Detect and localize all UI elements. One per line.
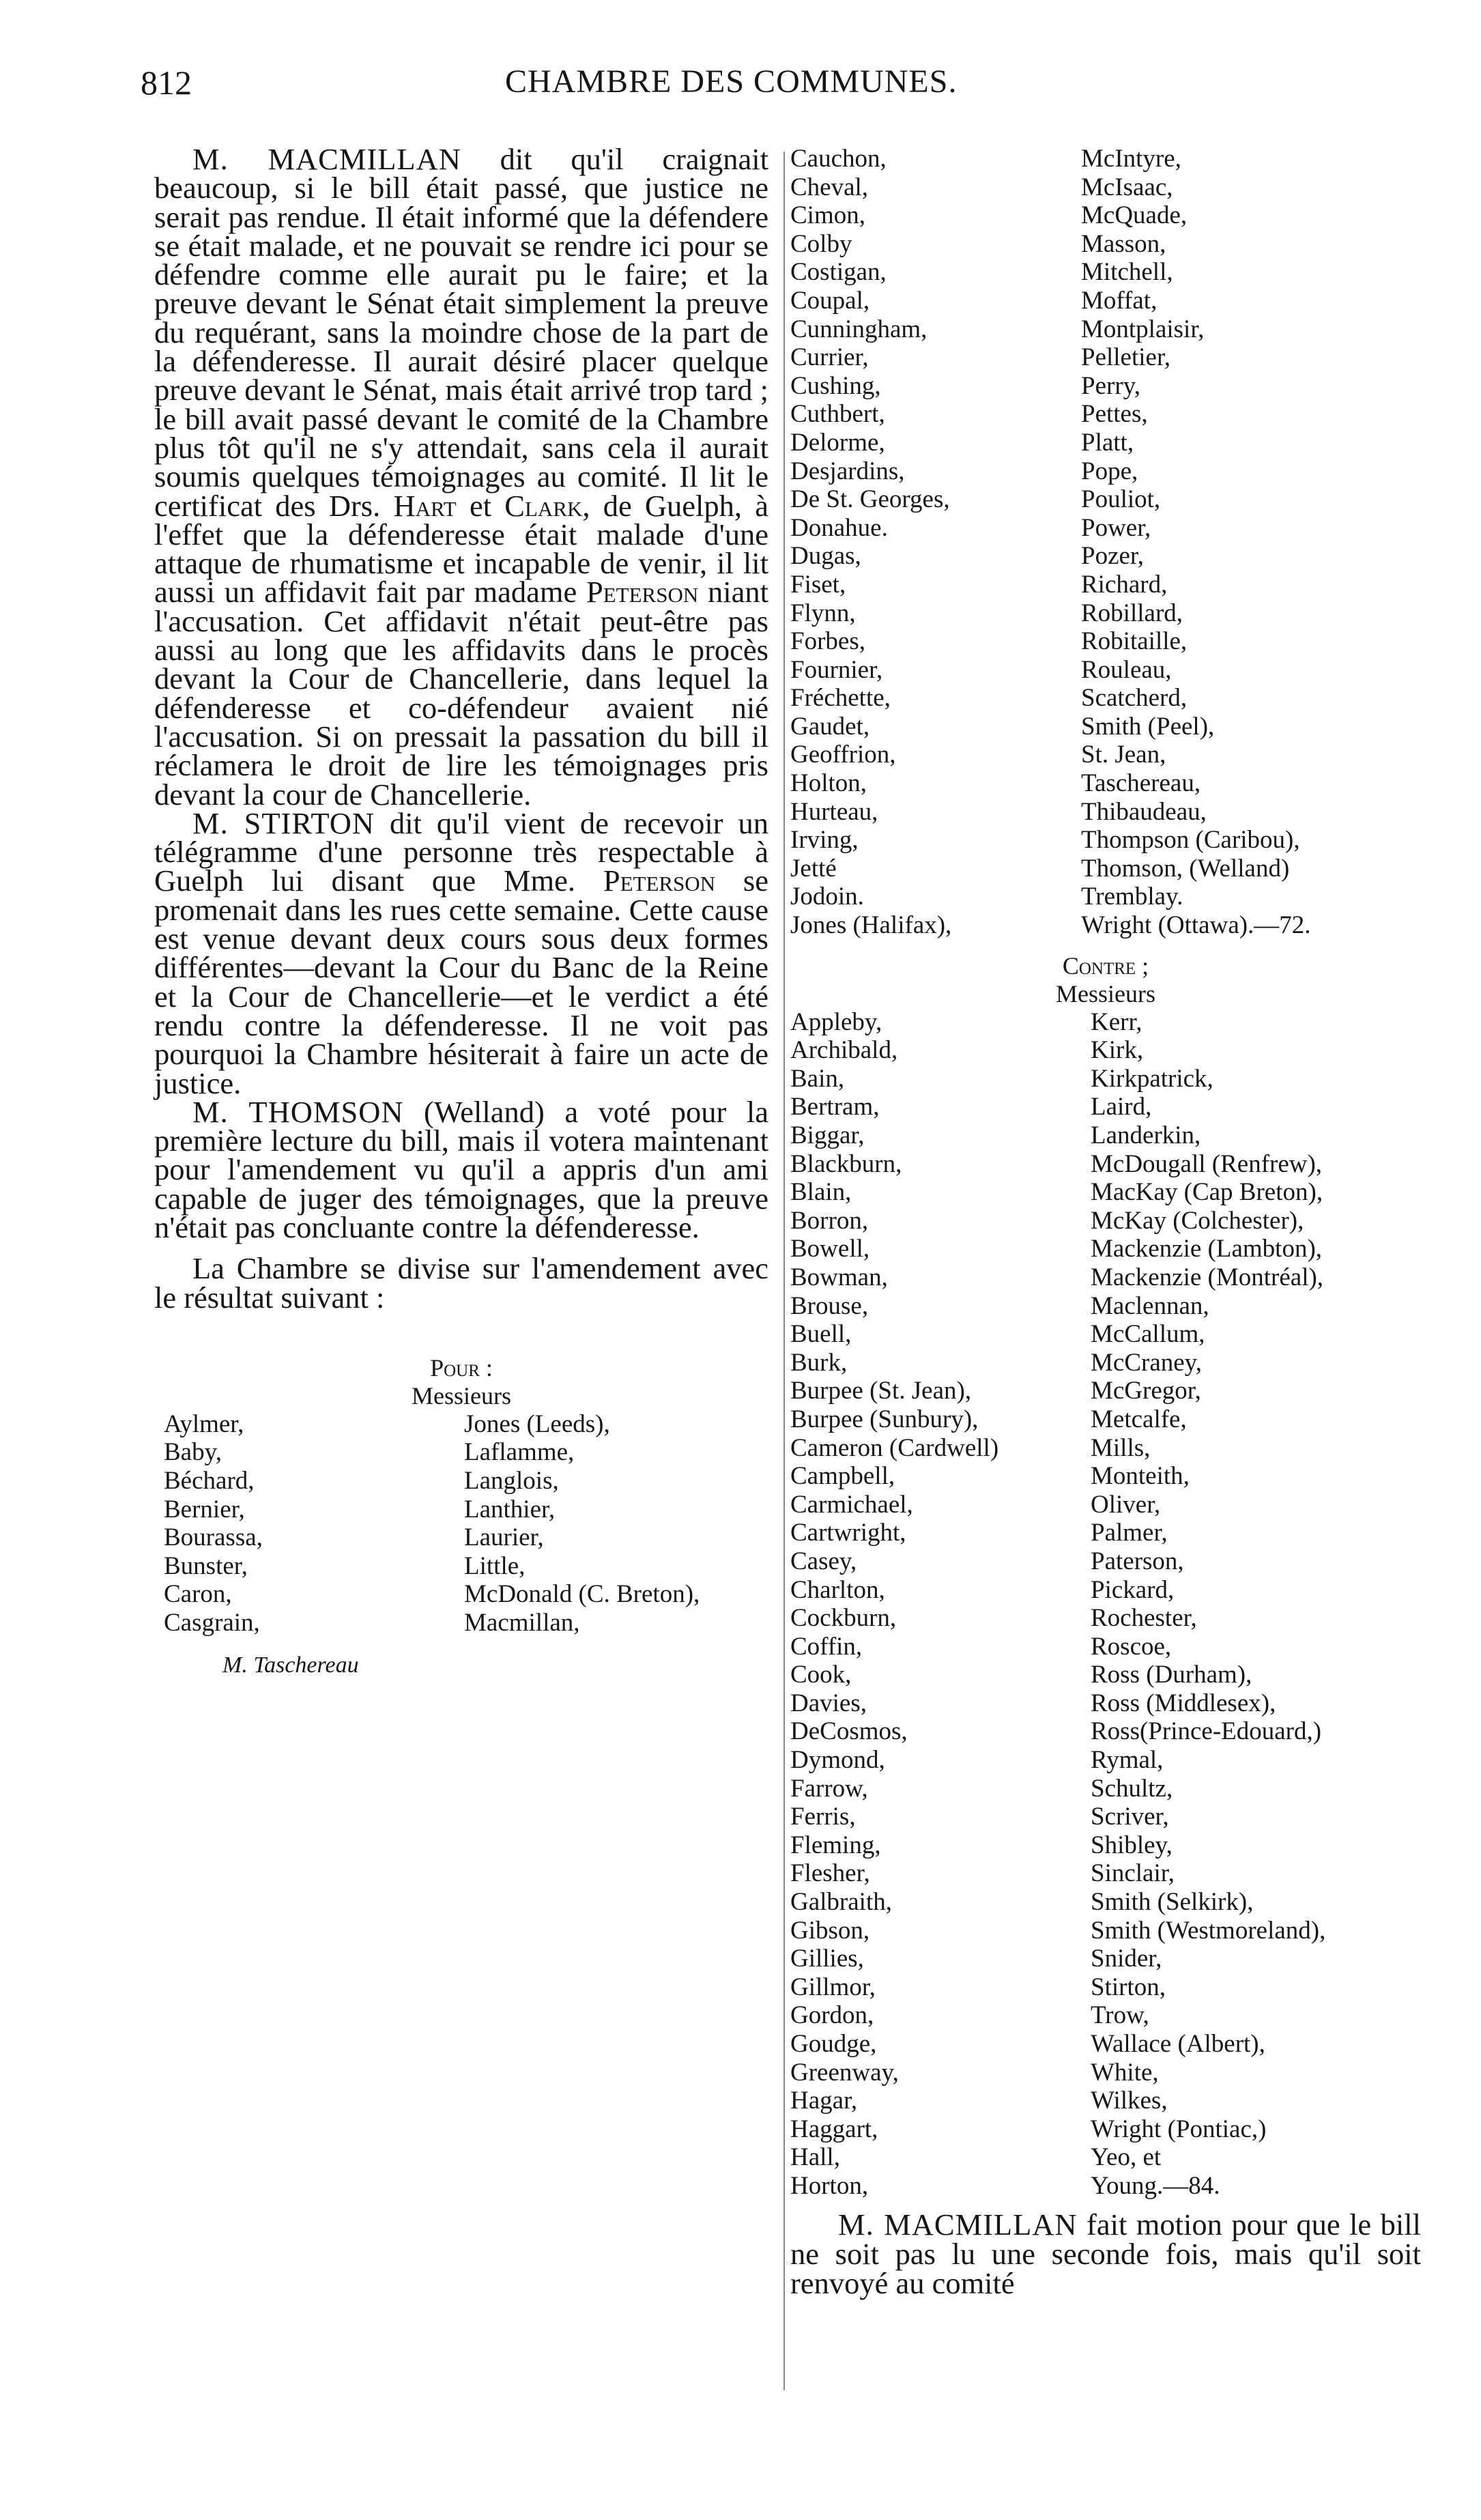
- member-name: Thomson, (Welland): [1081, 854, 1290, 883]
- member-name: Thompson (Caribou),: [1081, 826, 1300, 855]
- member-name: Hagar,: [790, 2087, 858, 2115]
- member-name: Hall,: [790, 2143, 840, 2172]
- name-small-caps: Peterson: [586, 575, 699, 610]
- member-name: Platt,: [1081, 428, 1134, 457]
- member-name: Kirk,: [1091, 1036, 1144, 1065]
- speaker-name: M. MACMILLAN: [192, 142, 461, 176]
- member-name: McCallum,: [1091, 1320, 1205, 1349]
- member-name: Coupal,: [790, 286, 870, 315]
- paragraph-stirton: [154, 805, 768, 1100]
- member-name: Rochester,: [1091, 1604, 1197, 1633]
- member-name: Irving,: [790, 826, 859, 855]
- member-name: Tremblay.: [1081, 883, 1183, 911]
- member-name: Robitaille,: [1081, 627, 1188, 656]
- member-name: Caron,: [164, 1580, 232, 1609]
- member-name: Laflamme,: [464, 1438, 575, 1467]
- member-name: Borron,: [790, 1206, 869, 1235]
- member-name: Pettes,: [1081, 400, 1148, 429]
- member-name: Ross (Durham),: [1091, 1661, 1252, 1689]
- member-name: Cunningham,: [790, 315, 928, 343]
- member-name: Blain,: [790, 1178, 852, 1207]
- member-name: Robillard,: [1081, 599, 1183, 627]
- member-name: Burpee (Sunbury),: [790, 1405, 979, 1433]
- paragraph-text: (Welland) a voté pour la première lecture du bill, mais il votera maintenant pour l'amendement vu qu'il a appris d'un ami capable de juger des témoignages, que la preuve n'était pas concluante contre la défenderesse.: [154, 1094, 768, 1244]
- paragraph-text: , de Guelph, à l'effet que la défenderesse était malade d'une attaque de rhumatisme et incapable de venir, il lit aussi un affidavit fait par madame: [154, 488, 768, 610]
- member-name: McDonald (C. Breton),: [464, 1580, 700, 1609]
- member-name: Pickard,: [1091, 1575, 1175, 1604]
- member-name: McQuade,: [1081, 201, 1188, 230]
- name-small-caps: Peterson: [603, 863, 716, 898]
- messieurs-label: Messieurs: [1056, 979, 1155, 1007]
- paragraph-macmillan: [154, 142, 768, 812]
- member-name: Biggar,: [790, 1121, 865, 1149]
- member-name: Haggart,: [790, 2115, 878, 2143]
- member-name: Rouleau,: [1081, 655, 1172, 684]
- member-name: McIsaac,: [1081, 173, 1173, 201]
- contre-heading: Contre ;: [1062, 951, 1149, 979]
- member-name: Burpee (St. Jean),: [790, 1377, 972, 1405]
- member-name: Cauchon,: [790, 145, 887, 173]
- member-name: Thibaudeau,: [1081, 797, 1207, 826]
- member-name: Snider,: [1091, 1945, 1162, 1973]
- member-name: Moffat,: [1081, 286, 1158, 315]
- member-name: Pozer,: [1081, 542, 1145, 571]
- paragraph-text: et: [456, 488, 505, 523]
- member-name: Horton,: [790, 2171, 869, 2200]
- member-name: Kerr,: [1091, 1007, 1142, 1036]
- member-name: Mills,: [1091, 1433, 1151, 1462]
- member-name: Jones (Halifax),: [790, 911, 952, 940]
- name-small-caps: Hart: [393, 488, 457, 523]
- member-name: Holton,: [790, 769, 867, 798]
- member-name: Casgrain,: [164, 1609, 260, 1637]
- pour-section: [154, 1354, 768, 1678]
- member-name: McCraney,: [1091, 1348, 1203, 1377]
- member-name: Mackenzie (Montréal),: [1091, 1263, 1324, 1291]
- member-name: Smith (Peel),: [1081, 712, 1215, 741]
- member-name: Fiset,: [790, 570, 846, 599]
- member-name: Fréchette,: [790, 684, 891, 713]
- paragraph-text: niant l'accusation. Cet affidavit n'était peut-être pas aussi au long que les affidavits dans le procès devant la Cour de Chancellerie, dans lequel la défenderesse et co-défendeur avaient nié l'accusation. Si on pressait la passation du bill il réclamera le droit de lire les témoignages pris devant la cour de Chancellerie.: [154, 575, 768, 812]
- member-name: Buell,: [790, 1320, 852, 1349]
- member-name: Taschereau,: [1081, 769, 1201, 798]
- member-name: Flesher,: [790, 1859, 870, 1888]
- member-name: Bunster,: [164, 1551, 248, 1580]
- member-name: Galbraith,: [790, 1888, 892, 1917]
- member-name: Hurteau,: [790, 797, 878, 826]
- member-name: Gibson,: [790, 1916, 870, 1945]
- member-name: Roscoe,: [1091, 1632, 1172, 1661]
- paragraph-text: se promenait dans les rues cette semaine. Cette cause est venue devant deux cours sous deux formes différentes—devant la Cour du Banc de la Reine et la Cour de Chancellerie—et le verdict a été rendu contre la défenderesse. Il ne voit pas pourquoi la Chambre hésiterait à faire un acte de justice.: [154, 863, 768, 1100]
- member-name: Laird,: [1091, 1093, 1152, 1121]
- member-name: Macmillan,: [464, 1609, 580, 1637]
- paragraph-text: dit qu'il craignait beaucoup, si le bill était passé, que justice ne serait pas rendue. Il était informé que la défendere se était malade, et ne pouvait se rendre ici pour se défendre comme elle aurait pu le faire; et la preuve devant le Sénat était simplement la preuve du requérant, sans la moindre chose de la part de la défenderesse. Il aurait désiré placer quelque preuve devant le Sénat, mais était arrivé trop tard ; le bill avait passé devant le comité de la Chambre plus tôt qu'il ne s'y attendait, sans cela il aurait soumis quelques témoignages au comité. Il lit le certificat des Drs.: [154, 142, 768, 523]
- member-name: Goudge,: [790, 2030, 877, 2058]
- member-name: Cuthbert,: [790, 400, 885, 429]
- member-name: Oliver,: [1091, 1490, 1161, 1519]
- member-name: Bernier,: [164, 1495, 245, 1523]
- member-name: Power,: [1081, 513, 1151, 542]
- member-name: Greenway,: [790, 2058, 899, 2087]
- member-name: Carmichael,: [790, 1490, 913, 1519]
- member-name: Farrow,: [790, 1774, 868, 1803]
- member-name: Archibald,: [790, 1036, 898, 1065]
- member-name: Campbell,: [790, 1462, 895, 1491]
- member-name: Flynn,: [790, 599, 856, 627]
- left-column: [154, 142, 768, 1678]
- member-name: Monteith,: [1091, 1462, 1190, 1491]
- member-name: Perry,: [1081, 371, 1140, 400]
- member-name: Currier,: [790, 343, 869, 372]
- member-name: Jetté: [790, 854, 837, 883]
- member-name: De St. Georges,: [790, 485, 950, 514]
- member-name: Forbes,: [790, 627, 865, 656]
- member-name: Masson,: [1081, 229, 1166, 258]
- member-name: Wright (Ottawa).—72.: [1081, 911, 1311, 940]
- member-name: Montplaisir,: [1081, 315, 1205, 343]
- member-name: Dugas,: [790, 542, 861, 571]
- member-name: Colby: [790, 229, 852, 258]
- paragraph-text: La Chambre se divise sur l'amendement avec le résultat suivant :: [154, 1251, 768, 1315]
- member-name: Coffin,: [790, 1632, 863, 1661]
- member-name: Bowell,: [790, 1235, 870, 1263]
- member-name: Costigan,: [790, 258, 887, 287]
- member-name: Smith (Selkirk),: [1091, 1888, 1254, 1917]
- member-name: Maclennan,: [1091, 1291, 1209, 1320]
- member-name: Mitchell,: [1081, 258, 1173, 287]
- member-name: Donahue.: [790, 513, 888, 542]
- member-name: Appleby,: [790, 1007, 882, 1036]
- member-name: Delorme,: [790, 428, 885, 457]
- member-name: Cartwright,: [790, 1519, 906, 1547]
- paragraph-macmillan-motion: [790, 2207, 1421, 2300]
- member-name: Young.—84.: [1091, 2171, 1220, 2200]
- running-title: CHAMBRE DES COMMUNES.: [505, 63, 958, 100]
- member-name: Wright (Pontiac,): [1091, 2115, 1267, 2143]
- member-name: Bourassa,: [164, 1523, 263, 1552]
- page-header: [136, 63, 1420, 117]
- member-name: St. Jean,: [1081, 741, 1166, 769]
- column-divider: [783, 152, 785, 2390]
- member-name: Jodoin.: [790, 883, 864, 911]
- pour-names-continued: [790, 145, 1421, 940]
- member-name: Smith (Westmoreland),: [1091, 1916, 1326, 1945]
- member-name: Fleming,: [790, 1831, 881, 1859]
- member-name: Bowman,: [790, 1263, 888, 1291]
- member-name: Langlois,: [464, 1467, 559, 1495]
- speaker-name: M. MACMILLAN: [838, 2207, 1078, 2242]
- member-name: Pouliot,: [1081, 485, 1161, 514]
- paragraph-text: fait motion pour que le bill ne soit pas lu une seconde fois, mais qu'il soit renvoyé au comité: [790, 2207, 1421, 2300]
- member-name: Cheval,: [790, 173, 869, 201]
- member-name: Shibley,: [1091, 1831, 1173, 1859]
- member-name: McIntyre,: [1081, 145, 1181, 173]
- member-name: Jones (Leeds),: [464, 1409, 610, 1438]
- member-name: Sinclair,: [1091, 1859, 1175, 1888]
- member-name: Fournier,: [790, 655, 883, 684]
- member-name: Dymond,: [790, 1746, 885, 1775]
- member-name: Stirton,: [1091, 1973, 1166, 2001]
- member-name: Baby,: [164, 1438, 222, 1467]
- page-number: 812: [141, 63, 192, 102]
- member-name: Metcalfe,: [1091, 1405, 1187, 1433]
- member-name: Blackburn,: [790, 1149, 902, 1178]
- member-name: Laurier,: [464, 1523, 544, 1552]
- member-name: Mackenzie (Lambton),: [1091, 1235, 1323, 1263]
- member-name: Gillmor,: [790, 1973, 876, 2001]
- speaker-name: M. THOMSON: [192, 1094, 404, 1129]
- member-name: Casey,: [790, 1547, 857, 1575]
- member-name: McKay (Colchester),: [1091, 1206, 1304, 1235]
- member-name: Gaudet,: [790, 712, 870, 741]
- member-name: McDougall (Renfrew),: [1091, 1149, 1323, 1178]
- member-name: Landerkin,: [1091, 1121, 1201, 1149]
- member-name: Scatcherd,: [1081, 684, 1188, 713]
- name-small-caps: Clark: [504, 488, 583, 523]
- member-name: Davies,: [790, 1689, 867, 1717]
- member-name: Pelletier,: [1081, 343, 1171, 372]
- member-name: Paterson,: [1091, 1547, 1184, 1575]
- member-name: Bain,: [790, 1064, 845, 1093]
- member-name: Ferris,: [790, 1803, 856, 1831]
- member-name: Ross (Middlesex),: [1091, 1689, 1276, 1717]
- member-name: Wilkes,: [1091, 2087, 1168, 2115]
- member-name: Béchard,: [164, 1467, 255, 1495]
- member-name: Yeo, et: [1091, 2143, 1162, 2172]
- member-name: Palmer,: [1091, 1519, 1168, 1547]
- member-name: Cameron (Cardwell): [790, 1433, 999, 1462]
- pour-names-list: [164, 1410, 768, 1637]
- member-name: White,: [1091, 2058, 1159, 2087]
- member-name: Scriver,: [1091, 1803, 1169, 1831]
- paragraph-text: dit qu'il vient de recevoir un télégramme d'une personne très respectable à Guelph lui disant que Mme.: [154, 805, 768, 898]
- member-name: Cook,: [790, 1661, 852, 1689]
- member-name: Bertram,: [790, 1093, 880, 1121]
- right-column: [790, 145, 1421, 2328]
- member-name: MacKay (Cap Breton),: [1091, 1178, 1323, 1207]
- member-name: Rymal,: [1091, 1746, 1164, 1775]
- member-name: Trow,: [1091, 2001, 1149, 2030]
- member-name: Wallace (Albert),: [1091, 2030, 1265, 2058]
- member-name: Geoffrion,: [790, 741, 896, 769]
- messieurs-label: Messieurs: [412, 1381, 511, 1409]
- pour-heading: Pour :: [430, 1354, 493, 1381]
- member-name: Cockburn,: [790, 1604, 897, 1633]
- paragraph-division: [154, 1251, 768, 1315]
- paragraph-thomson: [154, 1094, 768, 1244]
- member-name: Richard,: [1081, 570, 1168, 599]
- member-name: McGregor,: [1091, 1377, 1201, 1405]
- member-name: Aylmer,: [164, 1409, 244, 1438]
- speaker-name: M. STIRTON: [192, 805, 375, 840]
- member-name: Gillies,: [790, 1945, 864, 1973]
- member-name: Kirkpatrick,: [1091, 1064, 1213, 1093]
- member-name: Brouse,: [790, 1291, 869, 1320]
- member-name: Cimon,: [790, 201, 865, 230]
- member-name: DeCosmos,: [790, 1717, 908, 1746]
- signature: M. Taschereau: [222, 1652, 359, 1678]
- member-name: Pope,: [1081, 457, 1138, 485]
- member-name: Desjardins,: [790, 457, 905, 485]
- member-name: Little,: [464, 1551, 526, 1580]
- member-name: Gordon,: [790, 2001, 874, 2030]
- member-name: Burk,: [790, 1348, 848, 1377]
- member-name: Ross(Prince-Edouard,): [1091, 1717, 1322, 1746]
- contre-names-list: [790, 1008, 1421, 2201]
- contre-section: [790, 952, 1421, 2201]
- member-name: Cushing,: [790, 371, 881, 400]
- member-name: Lanthier,: [464, 1495, 556, 1523]
- member-name: Charlton,: [790, 1575, 885, 1604]
- member-name: Schultz,: [1091, 1774, 1173, 1803]
